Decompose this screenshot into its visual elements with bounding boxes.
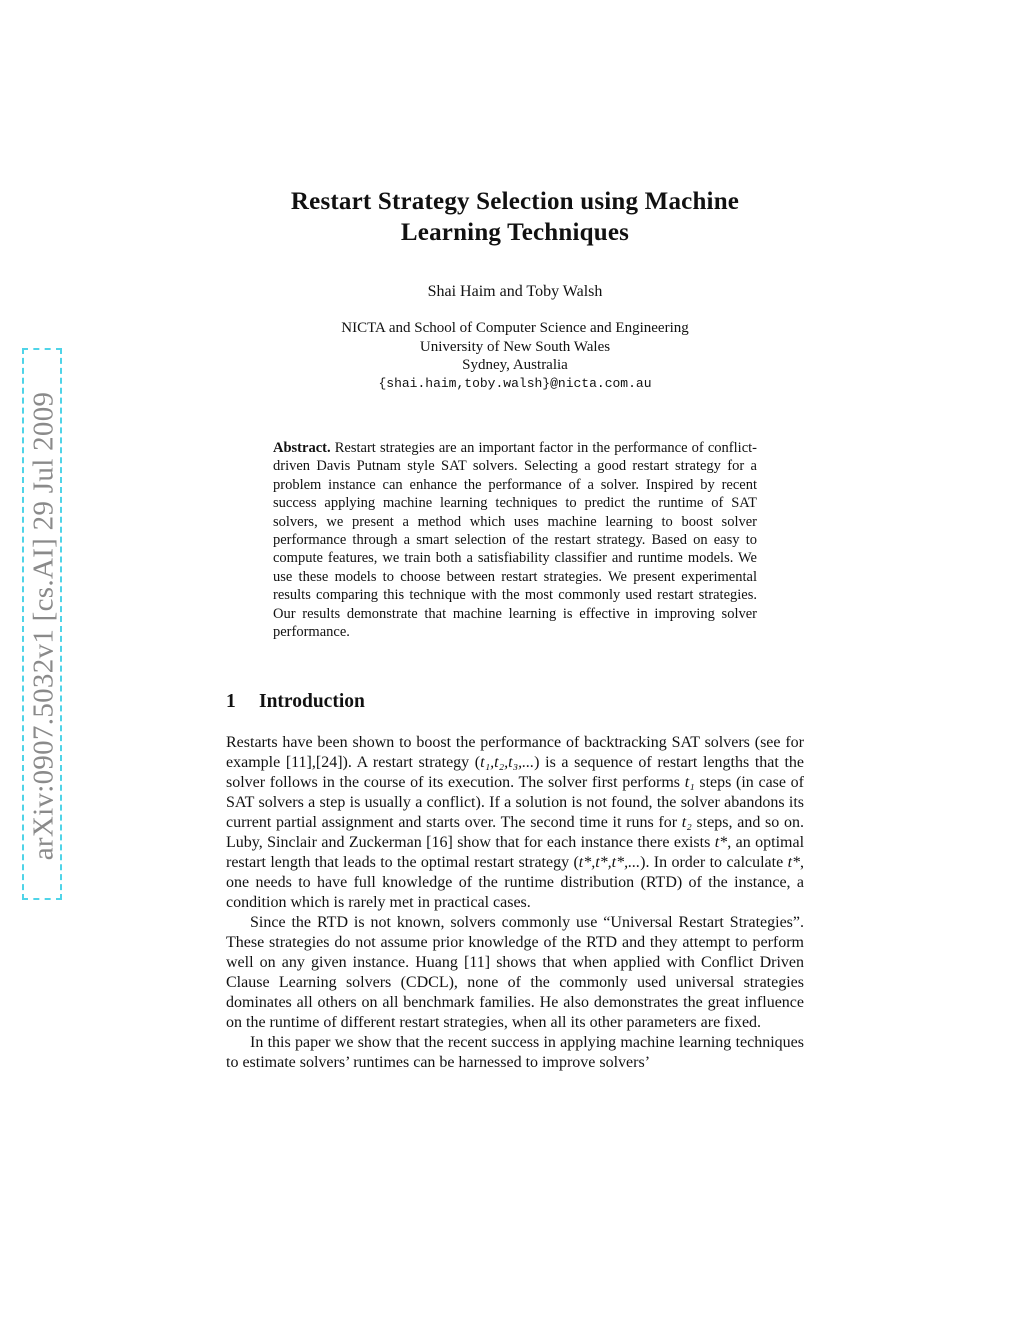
text-run: steps (in case of SAT solvers a step is usually a conflict). If a solution is not found, the solver abandons its current partial assignment and starts over. The second time it runs for — [226, 774, 804, 831]
text-run: , one needs to have full knowledge of the runtime distribution (RTD) of the instance, a condition which is rarely met in practical cases. — [226, 854, 805, 911]
text-run: Restarts have been shown to boost the performance of backtracking SAT solvers (see for example [11],[24]). A restart strategy ( — [226, 734, 804, 771]
paragraph: Since the RTD is not known, solvers commonly use “Universal Restart Strategies”. These strategies do not assume prior knowledge of the RTD and they attempt to perform well on any given instance. Huang [11] shows that when applied with Conflict Driven Clause Learning solvers (CDCL), none of the commonly used universal strategies dominates all others on all benchmark families. He also demonstrates the great influence on the runtime of different restart strategies, when all its other parameters are fixed. — [226, 914, 804, 1031]
arxiv-stamp-frame — [22, 348, 62, 900]
text-run: steps, and so on. Luby, Sinclair and Zuckerman [16] show that for each instance there exists — [226, 814, 805, 851]
paper-title — [226, 186, 804, 248]
math-var: t* — [714, 834, 728, 851]
title-line-2: Learning Techniques — [400, 219, 630, 246]
authors: Shai Haim and Toby Walsh — [427, 283, 603, 300]
title-line-1: Restart Strategy Selection using Machine — [290, 188, 740, 215]
abstract-text: Restart strategies are an important factor in the performance of conflict-driven Davis Putnam style SAT solvers. Selecting a good restart strategy for a problem instance can enhance the performance of a solver. Inspired by recent success applying machine learning techniques to predict the runtime of SAT solvers, we present a method which uses machine learning to boost solver performance through a smart selection of the restart strategy. Based on easy to compute features, we train both a satisfiability classifier and runtime models. We use these models to choose between restart strategies. We present experimental results comparing this technique with the most commonly used restart strategies. Our results demonstrate that machine learning is effective in improving solver performance. — [273, 440, 757, 641]
section-number: 1 — [226, 691, 236, 712]
abstract — [273, 439, 757, 641]
math-var: t* — [787, 854, 801, 871]
text-run: , an optimal restart length that leads to the optimal restart strategy ( — [226, 834, 805, 871]
affiliation — [226, 319, 804, 393]
arxiv-stamp: arXiv:0907.5032v1 [cs.AI] 29 Jul 2009 — [27, 391, 60, 861]
math-sequence: t*,t*,t*,... — [578, 854, 641, 871]
paragraph: In this paper we show that the recent success in applying machine learning techniques to estimate solvers’ runtimes can be harnessed to improve solvers’ — [226, 1034, 804, 1071]
text-run: ). In order to calculate — [640, 854, 788, 871]
abstract-label: Abstract. — [273, 440, 331, 456]
affiliation-line-1: NICTA and School of Computer Science and Engineering — [341, 320, 689, 336]
math-sequence: t₁,t₂,t₃,... — [480, 754, 535, 771]
affiliation-line-2: University of New South Wales — [419, 338, 611, 355]
body-text — [226, 733, 804, 1073]
section-heading — [226, 691, 365, 713]
section-title: Introduction — [259, 691, 365, 712]
email: {shai.haim,toby.walsh}@nicta.com.au — [378, 375, 652, 391]
text-run: ) is a sequence of restart lengths that the solver follows in the course of its execution. The solver first performs — [226, 754, 805, 791]
math-var: t₁ — [684, 774, 695, 791]
paragraph — [226, 733, 804, 913]
affiliation-line-3: Sydney, Australia — [462, 357, 568, 373]
math-var: t₂ — [681, 814, 692, 831]
